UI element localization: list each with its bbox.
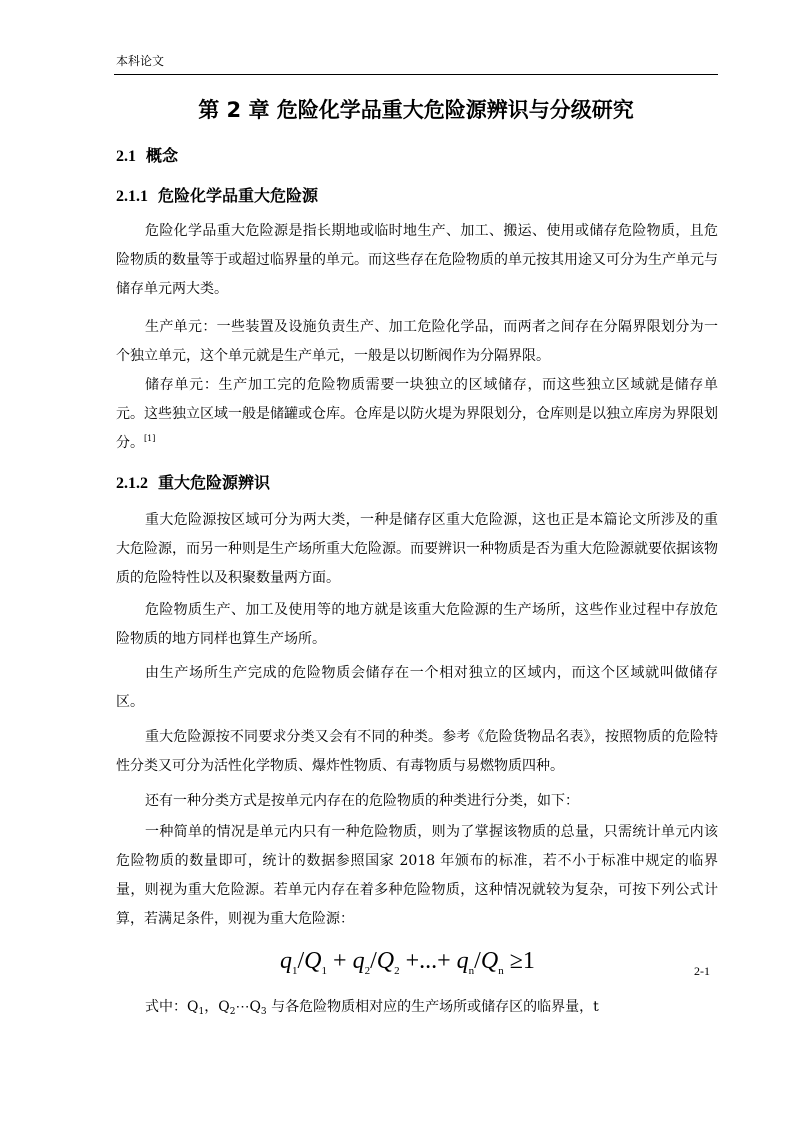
paragraph: 危险化学品重大危险源是指长期地或临时地生产、加工、搬运、使用或储存危险物质，且危险物质的数量等于或超过临界量的单元。而这些存在危险物质的单元按其用途又可分为生产单元与储存单元两大类。 (116, 223, 718, 297)
paragraph (116, 371, 718, 458)
paragraph: 还有一种分类方式是按单元内存在的危险物质的种类进行分类，如下： (145, 793, 579, 809)
header-divider (114, 74, 718, 75)
section-title: 重大危险源辨识 (158, 473, 271, 492)
section-number: 2.1.1 (116, 188, 148, 205)
section-number: 2.1.2 (116, 475, 148, 492)
formula-equation: $q_1/Q_1 + q_2/Q_2$ +...+ $q_n/Q_n \ge 1$ (280, 948, 535, 977)
paragraph: 危险物质生产、加工及使用等的地方就是该重大危险源的生产场所，这些作业过程中存放危险物质的地方同样也算生产场所。 (116, 602, 718, 647)
section-heading-2-1 (116, 142, 178, 171)
running-header: 本科论文 (116, 54, 165, 68)
paragraph: 生产单元：一些装置及设施负责生产、加工危险化学品，而两者之间存在分隔界限划分为一个独立单元，这个单元就是生产单元，一般是以切断阀作为分隔界限。 (116, 319, 718, 364)
paragraph: 重大危险源按不同要求分类又会有不同的种类。参考《危险货物品名表》，按照物质的危险特性分类又可分为活性化学物质、爆炸性物质、有毒物质与易燃物质四种。 (116, 729, 718, 774)
formula-number: 2-1 (694, 964, 710, 978)
section-heading-2-1-1 (116, 182, 318, 211)
paragraph: 一种简单的情况是单元内只有一种危险物质，则为了掌握该物质的总量，只需统计单元内该危险物质的数量即可，统计的数据参照国家 2018 年颁布的标准，若不小于标准中规定的临界量，则视为重大危险源。若单元内存在着多种危险物质，这种情况就较为复杂，可按下列公式计算，若满足条件，则视为重大危险源： (116, 824, 718, 927)
section-number: 2.1 (116, 148, 136, 165)
section-title: 危险化学品重大危险源 (158, 186, 319, 205)
chapter-title: 第 2 章 危险化学品重大危险源辨识与分级研究 (198, 98, 634, 122)
paragraph: 重大危险源按区域可分为两大类，一种是储存区重大危险源，这也正是本篇论文所涉及的重大危险源，而另一种则是生产场所重大危险源。而要辨识一种物质是否为重大危险源就要依据该物质的危险特性以及积聚数量两方面。 (116, 512, 718, 586)
citation-marker[interactable]: [1] (144, 434, 156, 443)
section-title: 概念 (146, 146, 179, 165)
paragraph: 由生产场所生产完成的危险物质会储存在一个相对独立的区域内，而这个区域就叫做储存区。 (116, 665, 718, 710)
paragraph-text: 储存单元：生产加工完的危险物质需要一块独立的区域储存，而这些独立区域就是储存单元。这些独立区域一般是储罐或仓库。仓库是以防火堤为界限划分，仓库则是以独立库房为界限划分。 (116, 377, 718, 451)
formula-explanation: 式中：$Q_1$，$Q_2\cdots Q_3$ 与各危险物质相对应的生产场所或储存区的临界量，t (145, 999, 599, 1017)
section-heading-2-1-2 (116, 469, 270, 498)
